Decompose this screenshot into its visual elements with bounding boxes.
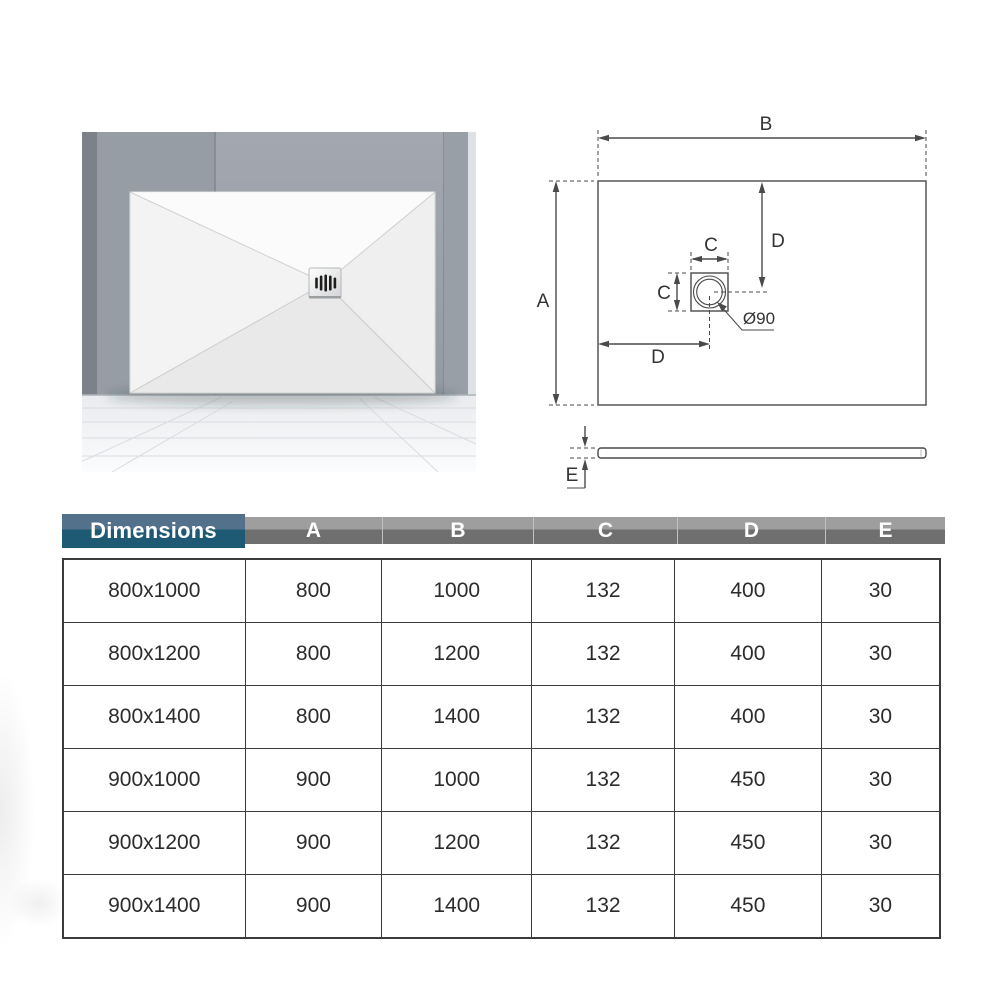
table-header-bar xyxy=(62,514,941,548)
dim-C-horizontal xyxy=(691,235,728,270)
header-col-d: D xyxy=(677,517,825,544)
table-cell: 800 xyxy=(245,559,382,623)
table-cell: 132 xyxy=(532,875,675,939)
table-cell: 1400 xyxy=(382,875,532,939)
wall-bright-edge xyxy=(468,132,476,395)
product-photo xyxy=(82,132,476,472)
drain-diameter-callout xyxy=(717,302,775,330)
product-photo-image xyxy=(82,132,476,472)
table-cell: 900 xyxy=(245,875,382,939)
table-cell: 132 xyxy=(532,559,675,623)
table-row xyxy=(63,875,940,939)
table-cell: 450 xyxy=(674,749,821,812)
table-cell: 132 xyxy=(532,812,675,875)
drain-grate-icon xyxy=(309,268,341,299)
dim-D-horizontal xyxy=(598,341,710,368)
table-cell: 132 xyxy=(532,686,675,749)
dim-label-D-vertical: D xyxy=(771,231,785,252)
header-col-b: B xyxy=(382,517,533,544)
dimension-diagram xyxy=(530,95,970,495)
dim-label-A: A xyxy=(536,291,550,312)
page-smudge xyxy=(8,878,68,928)
dim-label-C-vertical: C xyxy=(657,283,671,304)
table-cell: 900x1000 xyxy=(63,749,245,812)
wall-left-edge xyxy=(82,132,97,395)
dim-A xyxy=(537,181,594,405)
table-cell: 30 xyxy=(821,875,940,939)
table-cell: 900 xyxy=(245,812,382,875)
table-cell: 800 xyxy=(245,686,382,749)
table-cell: 1200 xyxy=(382,812,532,875)
wall-panel-right xyxy=(444,132,468,395)
table-cell: 800x1200 xyxy=(63,623,245,686)
table-cell: 1000 xyxy=(382,559,532,623)
table-cell: 30 xyxy=(821,623,940,686)
header-gray-strip xyxy=(245,517,945,544)
table-cell: 800x1000 xyxy=(63,559,245,623)
tray-side-profile xyxy=(598,448,926,458)
table-row xyxy=(63,812,940,875)
table-cell: 800 xyxy=(245,623,382,686)
table-cell: 30 xyxy=(821,559,940,623)
floor xyxy=(82,395,476,472)
table-cell: 30 xyxy=(821,686,940,749)
table-cell: 400 xyxy=(674,623,821,686)
table-cell: 30 xyxy=(821,749,940,812)
dim-D-vertical xyxy=(759,182,785,288)
dim-label-D-horizontal: D xyxy=(651,347,665,368)
table-cell: 30 xyxy=(821,812,940,875)
table-row xyxy=(63,623,940,686)
table-cell: 400 xyxy=(674,559,821,623)
table-row xyxy=(63,749,940,812)
table-cell: 450 xyxy=(674,812,821,875)
shower-tray xyxy=(130,192,435,393)
table-row xyxy=(63,686,940,749)
table-cell: 900 xyxy=(245,749,382,812)
dim-label-B: B xyxy=(759,114,773,135)
table-cell: 1000 xyxy=(382,749,532,812)
table-cell: 450 xyxy=(674,875,821,939)
table-cell: 400 xyxy=(674,686,821,749)
dimensions-table xyxy=(62,558,941,939)
dim-label-diameter: Ø90 xyxy=(742,309,776,328)
table-cell: 800x1400 xyxy=(63,686,245,749)
table-cell: 132 xyxy=(532,623,675,686)
dim-label-C-horizontal: C xyxy=(704,235,718,256)
table-cell: 900x1400 xyxy=(63,875,245,939)
header-col-c: C xyxy=(533,517,677,544)
dim-C-vertical xyxy=(657,273,689,311)
table-cell: 1400 xyxy=(382,686,532,749)
table-row xyxy=(63,559,940,623)
header-col-a: A xyxy=(305,518,322,542)
dim-E xyxy=(566,426,597,488)
dim-label-E: E xyxy=(565,465,579,486)
table-cell: 1200 xyxy=(382,623,532,686)
header-col-e: E xyxy=(825,517,945,544)
dim-B xyxy=(598,114,926,177)
table-cell: 900x1200 xyxy=(63,812,245,875)
header-dimensions: Dimensions xyxy=(62,514,245,548)
table-cell: 132 xyxy=(532,749,675,812)
